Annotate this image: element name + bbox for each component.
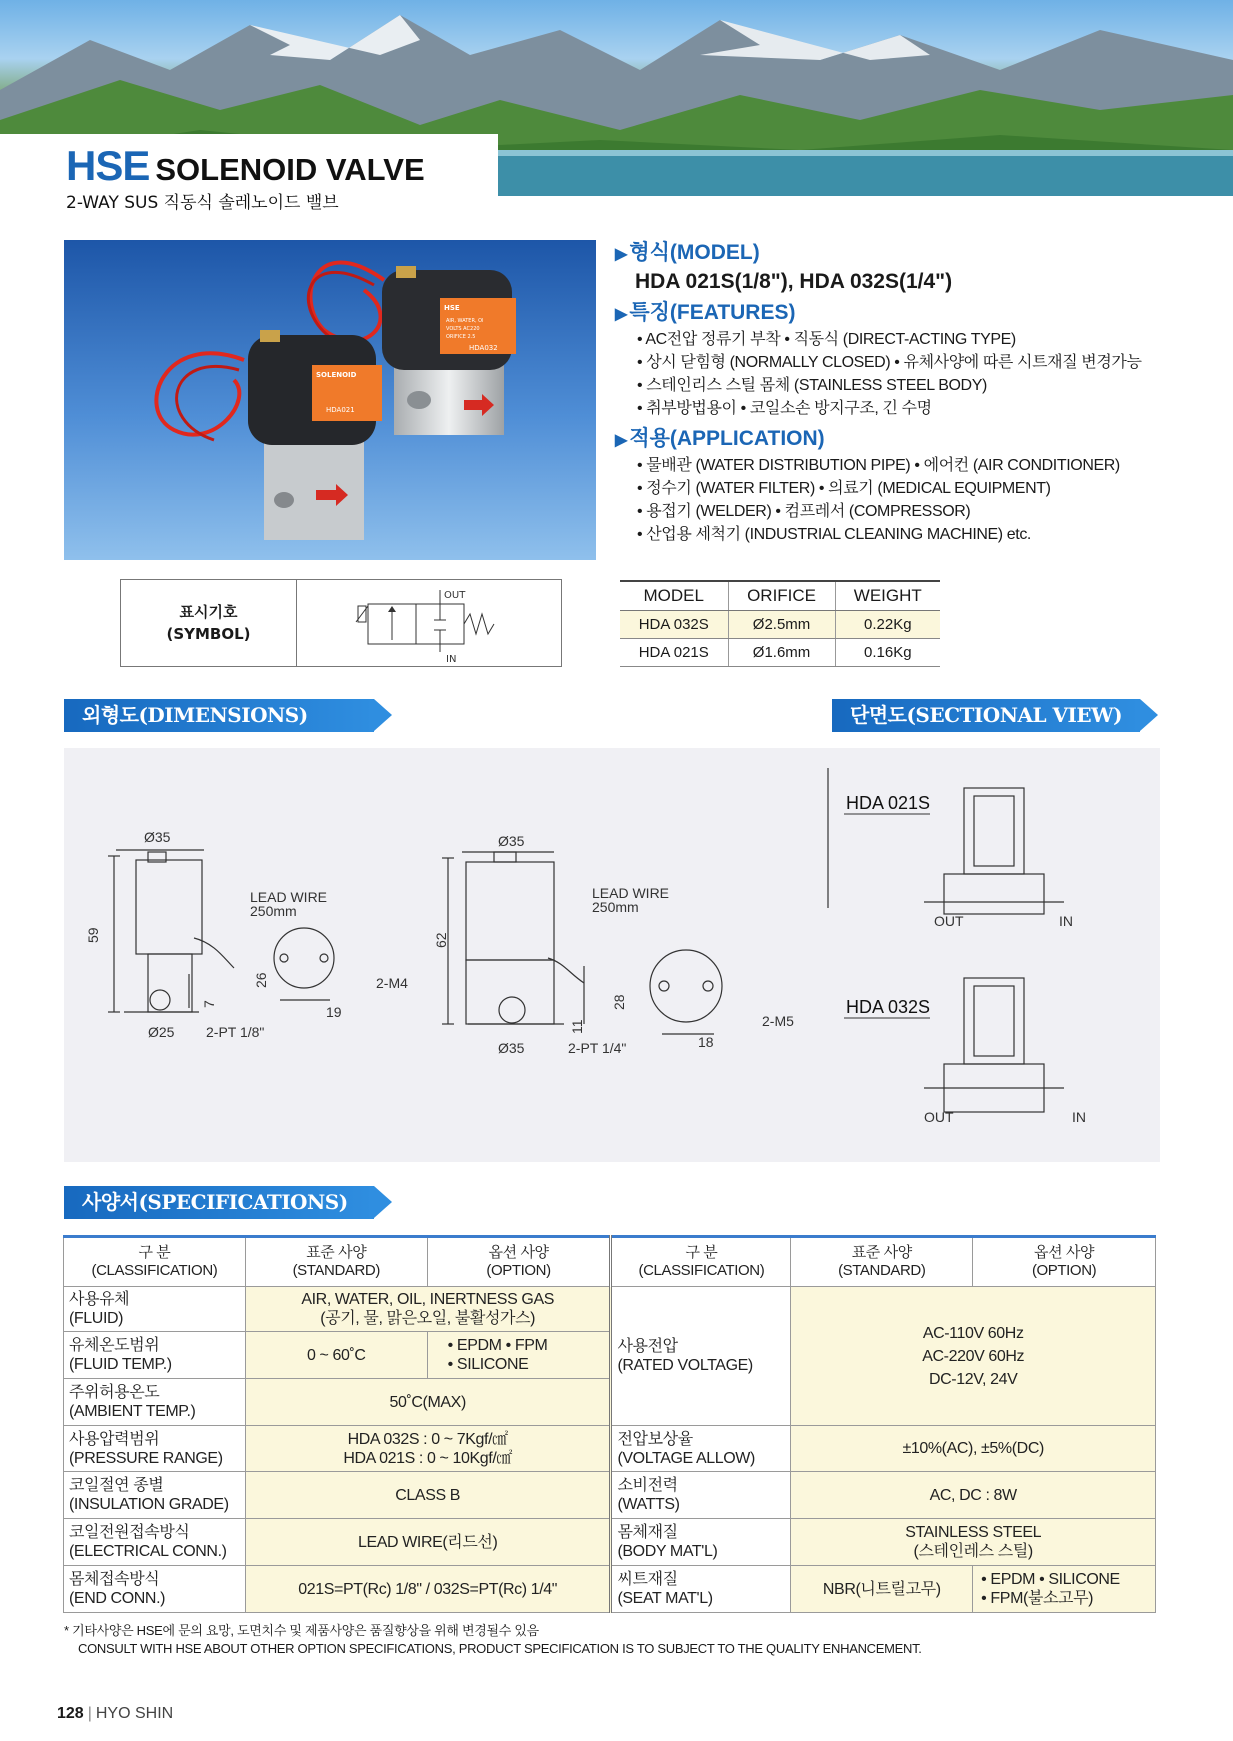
features-list xyxy=(637,328,1215,420)
table-header: ORIFICE xyxy=(728,581,835,610)
list-item: • 스테인리스 스틸 몸체 (STAINLESS STEEL BODY) xyxy=(637,377,987,394)
d2-h11: 11 xyxy=(569,1019,585,1034)
model-table xyxy=(620,580,940,667)
symbol-in-label: IN xyxy=(446,654,457,665)
d1-lead: LEAD WIRE xyxy=(250,889,328,905)
dimension-drawings xyxy=(64,748,1160,1162)
d2-lead-len: 250mm xyxy=(592,899,639,915)
table-cell: 씨트재질 (SEAT MAT'L) xyxy=(611,1566,791,1613)
table-cell: ±10%(AC), ±5%(DC) xyxy=(791,1426,1156,1472)
table-header-row xyxy=(64,1237,1156,1287)
d1-height: 59 xyxy=(85,927,101,943)
table-cell: 유체온도범위 (FLUID TEMP.) xyxy=(64,1332,246,1379)
photo-label-line1: AIR, WATER, OI xyxy=(446,318,484,324)
table-header: 구 분 (CLASSIFICATION) xyxy=(611,1237,791,1287)
table-cell: 전압보상율 (VOLTAGE ALLOW) xyxy=(611,1426,791,1472)
product-name: SOLENOID VALVE xyxy=(155,152,425,187)
table-cell: 0 ~ 60˚C xyxy=(245,1332,427,1379)
table-cell: 몸체재질 (BODY MAT'L) xyxy=(611,1519,791,1566)
table-cell: 사용압력범위 (PRESSURE RANGE) xyxy=(64,1426,246,1472)
table-cell: • EPDM • SILICONE • FPM(불소고무) xyxy=(973,1566,1156,1613)
table-cell: 주위허용온도 (AMBIENT TEMP.) xyxy=(64,1379,246,1426)
sec1-out: OUT xyxy=(934,913,964,929)
d1-pitch: 19 xyxy=(326,1004,342,1020)
table-cell: AIR, WATER, OIL, INERTNESS GAS (공기, 물, 맑은오일, 불활성가스) xyxy=(245,1287,611,1332)
footnote-ko: * 기타사양은 HSE에 문의 요망, 도면치수 및 제품사양은 품질향상을 위해 변경될수 있음 xyxy=(64,1623,539,1638)
divider: | xyxy=(87,1705,92,1722)
application-list xyxy=(637,454,1215,546)
table-cell: LEAD WIRE(리드선) xyxy=(245,1519,611,1566)
table-cell: 50˚C(MAX) xyxy=(245,1379,611,1426)
model-heading: ▶형식(MODEL) xyxy=(615,240,1215,268)
table-cell: 소비전력 (WATTS) xyxy=(611,1472,791,1519)
sec1-in: IN xyxy=(1059,913,1073,929)
table-cell: AC, DC : 8W xyxy=(791,1472,1156,1519)
page-number: 128 xyxy=(57,1705,84,1722)
photo-label-brand: HSE xyxy=(444,304,460,312)
table-row xyxy=(64,1287,1156,1332)
table-header: 옵션 사양 (OPTION) xyxy=(427,1237,611,1287)
sec2-out: OUT xyxy=(924,1109,954,1125)
table-cell: 코일절연 종별 (INSULATION GRADE) xyxy=(64,1472,246,1519)
specifications-section-tag: 사양서(SPECIFICATIONS) xyxy=(64,1186,374,1219)
technical-drawing xyxy=(64,748,1160,1162)
solenoid-valve-illustration xyxy=(64,240,596,560)
table-cell: 0.22Kg xyxy=(835,610,940,638)
table-header: 구 분 (CLASSIFICATION) xyxy=(64,1237,246,1287)
footnote-en: CONSULT WITH HSE ABOUT OTHER OPTION SPECIFICATIONS, PRODUCT SPECIFICATION IS TO SUBJECT TO THE QUALITY ENHANCEMENT. xyxy=(78,1641,922,1656)
table-cell: STAINLESS STEEL (스테인레스 스틸) xyxy=(791,1519,1156,1566)
page-footer xyxy=(57,1705,173,1723)
d1-lead-len: 250mm xyxy=(250,903,297,919)
table-header: 표준 사양 (STANDARD) xyxy=(791,1237,973,1287)
specifications-table xyxy=(63,1235,1156,1613)
table-cell: 몸체접속방식 (END CONN.) xyxy=(64,1566,246,1613)
table-header: 표준 사양 (STANDARD) xyxy=(245,1237,427,1287)
table-cell: 사용유체 (FLUID) xyxy=(64,1287,246,1332)
sectional-view-section-tag: 단면도(SECTIONAL VIEW) xyxy=(832,699,1140,732)
sec2-in: IN xyxy=(1072,1109,1086,1125)
d2-dia-bottom: Ø35 xyxy=(498,1040,525,1056)
table-header: 옵션 사양 (OPTION) xyxy=(973,1237,1156,1287)
table-cell: HDA 032S : 0 ~ 7Kgf/㎠ HDA 021S : 0 ~ 10Kgf/㎠ xyxy=(245,1426,611,1472)
d2-port: 2-PT 1/4" xyxy=(568,1040,627,1056)
table-row xyxy=(64,1426,1156,1472)
symbol-label: 표시기호 (SYMBOL) xyxy=(121,580,297,666)
symbol-out-label: OUT xyxy=(444,590,466,601)
table-cell: 코일전원접속방식 (ELECTRICAL CONN.) xyxy=(64,1519,246,1566)
table-cell: HDA 021S xyxy=(620,638,728,666)
d1-h7: 7 xyxy=(201,1000,217,1008)
d2-pitch: 18 xyxy=(698,1034,714,1050)
d1-port: 2-PT 1/8" xyxy=(206,1024,265,1040)
table-row xyxy=(64,1472,1156,1519)
list-item: • 정수기 (WATER FILTER) • 의료기 (MEDICAL EQUIPMENT) xyxy=(637,480,1051,497)
triangle-bullet-icon: ▶ xyxy=(615,432,628,449)
table-cell: Ø2.5mm xyxy=(728,610,835,638)
table-row xyxy=(620,638,940,666)
table-cell: 사용전압 (RATED VOLTAGE) xyxy=(611,1287,791,1426)
product-info xyxy=(615,240,1215,546)
d2-dia-top: Ø35 xyxy=(498,833,525,849)
d2-h28: 28 xyxy=(611,994,627,1010)
list-item: • 물배관 (WATER DISTRIBUTION PIPE) • 에어컨 (AIR CONDITIONER) xyxy=(637,457,1120,474)
table-cell: 0.16Kg xyxy=(835,638,940,666)
table-cell: NBR(니트릴고무) xyxy=(791,1566,973,1613)
features-heading: ▶특징(FEATURES) xyxy=(615,300,1215,328)
d2-lead: LEAD WIRE xyxy=(592,885,670,901)
d2-bolt: 2-M5 xyxy=(762,1013,794,1029)
company-name: HYO SHIN xyxy=(95,1705,174,1722)
d2-height: 62 xyxy=(433,932,449,948)
triangle-bullet-icon: ▶ xyxy=(615,306,628,323)
photo-label-line2: VOLTS AC220 xyxy=(446,326,480,332)
sec2-model: HDA 032S xyxy=(846,997,931,1017)
table-cell: AC-110V 60Hz AC-220V 60Hz DC-12V, 24V xyxy=(791,1287,1156,1426)
page-title xyxy=(66,142,425,190)
model-value: HDA 021S(1/8"), HDA 032S(1/4") xyxy=(635,270,953,293)
table-row xyxy=(64,1519,1156,1566)
page-subtitle: 2-WAY SUS 직동식 솔레노이드 밸브 xyxy=(66,193,339,213)
list-item: • 상시 닫힘형 (NORMALLY CLOSED) • 유체사양에 따른 시트재질 변경가능 xyxy=(637,354,1142,371)
product-photo xyxy=(64,240,596,560)
list-item: • 용접기 (WELDER) • 컴프레서 (COMPRESSOR) xyxy=(637,503,971,520)
d1-dia-bottom: Ø25 xyxy=(148,1024,175,1040)
table-cell: • EPDM • FPM • SILICONE xyxy=(427,1332,611,1379)
photo-label-model-small: HDA021 xyxy=(326,406,355,414)
list-item: • AC전압 정류기 부착 • 직동식 (DIRECT-ACTING TYPE) xyxy=(637,331,1016,348)
table-row xyxy=(64,1566,1156,1613)
triangle-bullet-icon: ▶ xyxy=(615,246,628,263)
d1-dia-top: Ø35 xyxy=(144,829,171,845)
table-cell: HDA 032S xyxy=(620,610,728,638)
photo-label-brand-small: SOLENOID xyxy=(316,371,357,379)
photo-label-model-large: HDA032 xyxy=(469,344,498,352)
list-item: • 취부방법용이 • 코일소손 방지구조, 긴 수명 xyxy=(637,400,932,417)
table-row xyxy=(620,610,940,638)
table-header: MODEL xyxy=(620,581,728,610)
footnote xyxy=(64,1622,922,1658)
photo-label-line3: ORIFICE 2.5 xyxy=(446,334,476,340)
d1-bolt: 2-M4 xyxy=(376,975,408,991)
valve-symbol-diagram xyxy=(298,580,562,666)
table-cell: Ø1.6mm xyxy=(728,638,835,666)
list-item: • 산업용 세척기 (INDUSTRIAL CLEANING MACHINE) etc. xyxy=(637,526,1031,543)
sec1-model: HDA 021S xyxy=(846,793,931,813)
brand-name: HSE xyxy=(66,142,150,189)
application-heading: ▶적용(APPLICATION) xyxy=(615,426,1215,454)
table-cell: CLASS B xyxy=(245,1472,611,1519)
d1-h26: 26 xyxy=(253,972,269,988)
table-header: WEIGHT xyxy=(835,581,940,610)
symbol-box xyxy=(120,579,562,667)
dimensions-section-tag: 외형도(DIMENSIONS) xyxy=(64,699,374,732)
table-cell: 021S=PT(Rc) 1/8" / 032S=PT(Rc) 1/4" xyxy=(245,1566,611,1613)
